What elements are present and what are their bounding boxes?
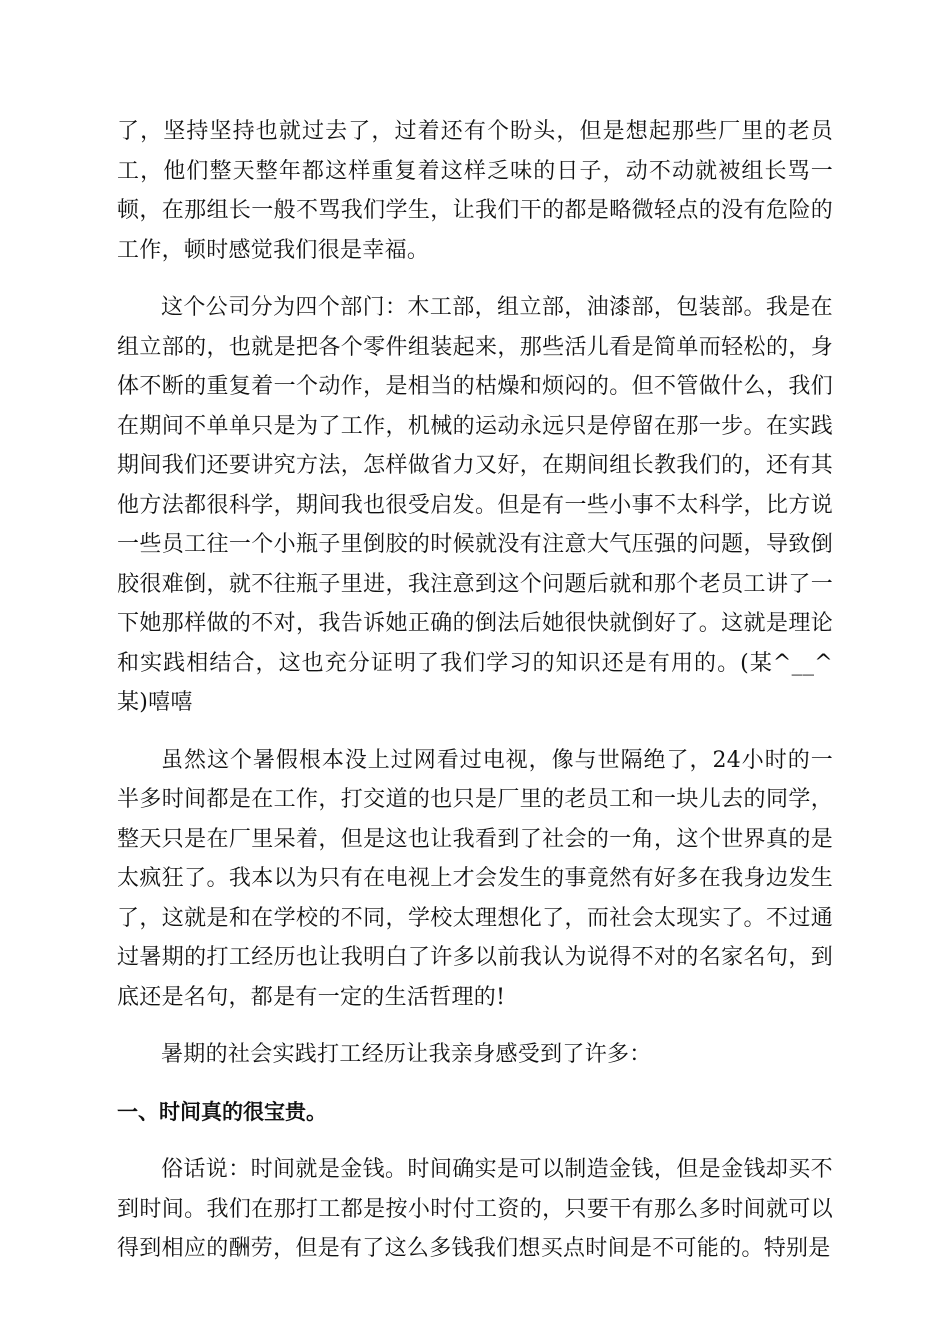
paragraph-continuation: 了，坚持坚持也就过去了，过着还有个盼头，但是想起那些厂里的老员工，他们整天整年都这样重复着这样乏味的日子，动不动就被组长骂一顿，在那组长一般不骂我们学生，让我们干的都是略微轻点的没有危险的工作，顿时感觉我们很是幸福。 bbox=[117, 119, 833, 263]
document-page bbox=[117, 112, 833, 1287]
paragraph-intro-list: 暑期的社会实践打工经历让我亲身感受到了许多： bbox=[161, 1042, 652, 1067]
paragraph-summer-reflection: 虽然这个暑假根本没上过网看过电视，像与世隔绝了，24小时的一半多时间都是在工作，打交道的也只是厂里的老员工和一块儿去的同学，整天只是在厂里呆着，但是这也让我看到了社会的一角，这个世界真的是太疯狂了。我本以为只有在电视上才会发生的事竟然有好多在我身边发生了，这就是和在学校的不同，学校太理想化了，而社会太现实了。不过通过暑期的打工经历也让我明白了许多以前我认为说得不对的名家名句，到底还是名句，都是有一定的生活哲理的! bbox=[117, 747, 833, 1010]
paragraph-time-money: 俗话说：时间就是金钱。时间确实是可以制造金钱，但是金钱却买不到时间。我们在那打工都是按小时付工资的，只要干有那么多时间就可以得到相应的酬劳，但是有了这么多钱我们想买点时间是不可能的。特别是 bbox=[117, 1157, 833, 1261]
paragraph-departments: 这个公司分为四个部门：木工部，组立部，油漆部，包装部。我是在组立部的，也就是把各个零件组装起来，那些活儿看是简单而轻松的，身体不断的重复着一个动作，是相当的枯燥和烦闷的。但不管做什么，我们在期间不单单只是为了工作，机械的运动永远只是停留在那一步。在实践期间我们还要讲究方法，怎样做省力又好，在期间组长教我们的，还有其他方法都很科学，期间我也很受启发。但是有一些小事不太科学，比方说一些员工往一个小瓶子里倒胶的时候就没有注意大气压强的问题，导致倒胶很难倒，就不往瓶子里进，我注意到这个问题后就和那个老员工讲了一下她那样做的不对，我告诉她正确的倒法后她很快就倒好了。这就是理论和实践相结合，这也充分证明了我们学习的知识还是有用的。(某^__^某)嘻嘻 bbox=[117, 295, 833, 715]
section-heading-time: 一、时间真的很宝贵。 bbox=[117, 1099, 327, 1124]
